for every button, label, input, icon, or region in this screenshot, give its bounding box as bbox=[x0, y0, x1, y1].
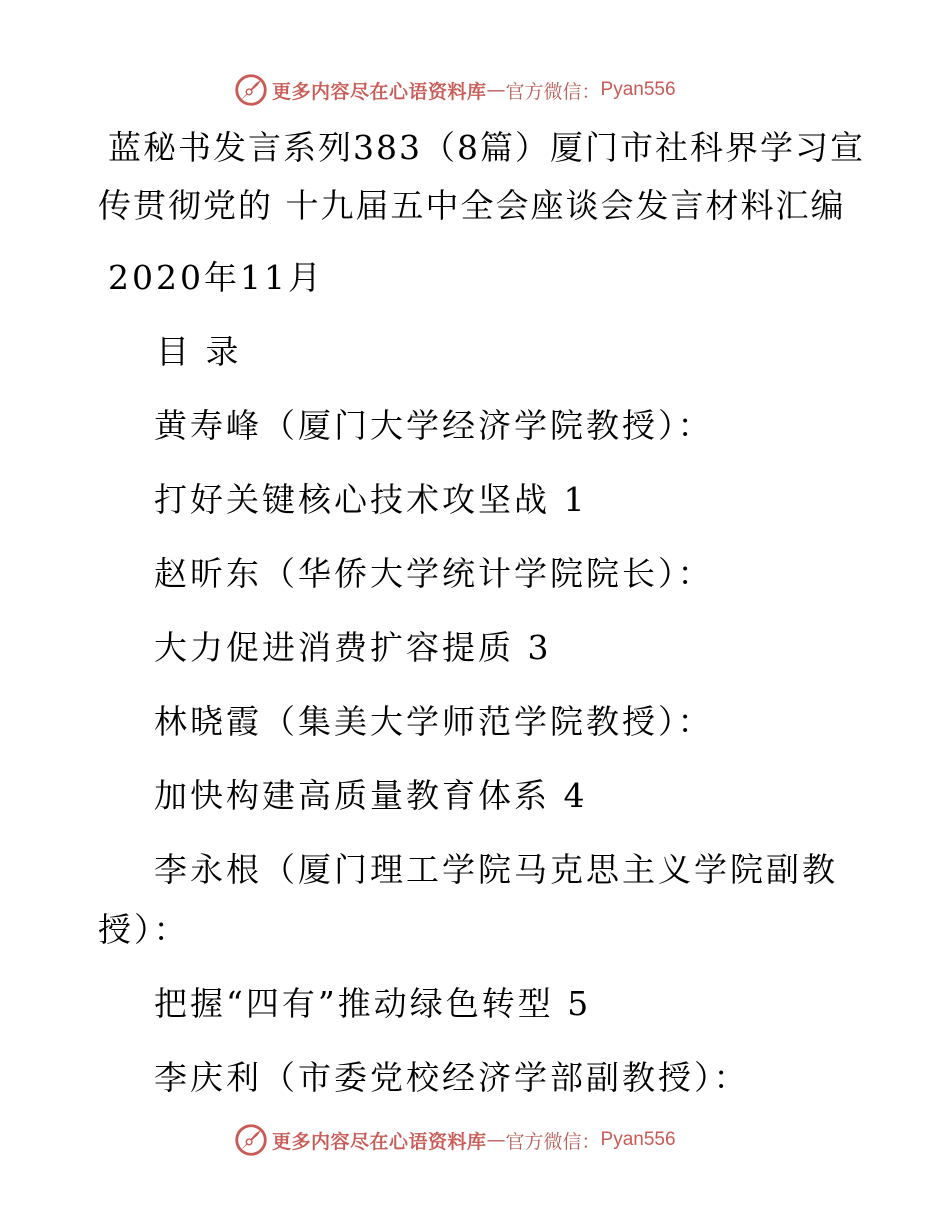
toc-heading: 目 录 bbox=[156, 332, 242, 371]
watermark-wechat-id: Pyan556 bbox=[600, 79, 676, 100]
toc-title-entry: 把握“四有”推动绿色转型 5 bbox=[154, 984, 592, 1023]
toc-author-entry: 李永根（厦门理工学院马克思主义学院副教 bbox=[154, 850, 838, 889]
watermark-footer bbox=[232, 1120, 676, 1160]
watermark-sub-text: 官方微信： bbox=[505, 80, 601, 103]
watermark-sub-text: 官方微信： bbox=[505, 1130, 601, 1153]
watermark-header bbox=[232, 70, 676, 110]
document-date: 2020年11月 bbox=[108, 258, 324, 297]
watermark-main-text: 更多内容尽在心语资料库 bbox=[272, 1130, 487, 1153]
toc-title-entry: 打好关键核心技术攻坚战 1 bbox=[154, 480, 588, 519]
toc-author-entry: 黄寿峰（厦门大学经济学院教授）： bbox=[154, 406, 714, 445]
toc-author-entry: 林晓霞（集美大学师范学院教授）： bbox=[154, 702, 714, 741]
document-title-line-2: 传贯彻党的 十九届五中全会座谈会发言材料汇编 bbox=[98, 186, 846, 225]
watermark-main-text: 更多内容尽在心语资料库 bbox=[272, 80, 487, 103]
pen-nib-logo-icon bbox=[232, 1121, 270, 1159]
toc-author-entry-continued: 授）： bbox=[98, 910, 190, 949]
toc-author-entry: 赵昕东（华侨大学统计学院院长）： bbox=[154, 554, 714, 593]
document-title-line-1: 蓝秘书发言系列383（8篇）厦门市社科界学习宣 bbox=[108, 128, 865, 167]
watermark-wechat-id: Pyan556 bbox=[600, 1129, 676, 1150]
pen-nib-logo-icon bbox=[232, 71, 270, 109]
watermark-dash: — bbox=[486, 79, 506, 101]
watermark-dash: — bbox=[486, 1129, 506, 1151]
toc-title-entry: 大力促进消费扩容提质 3 bbox=[154, 628, 552, 667]
toc-author-entry: 李庆利（市委党校经济学部副教授）： bbox=[154, 1058, 750, 1097]
toc-title-entry: 加快构建高质量教育体系 4 bbox=[154, 776, 588, 815]
